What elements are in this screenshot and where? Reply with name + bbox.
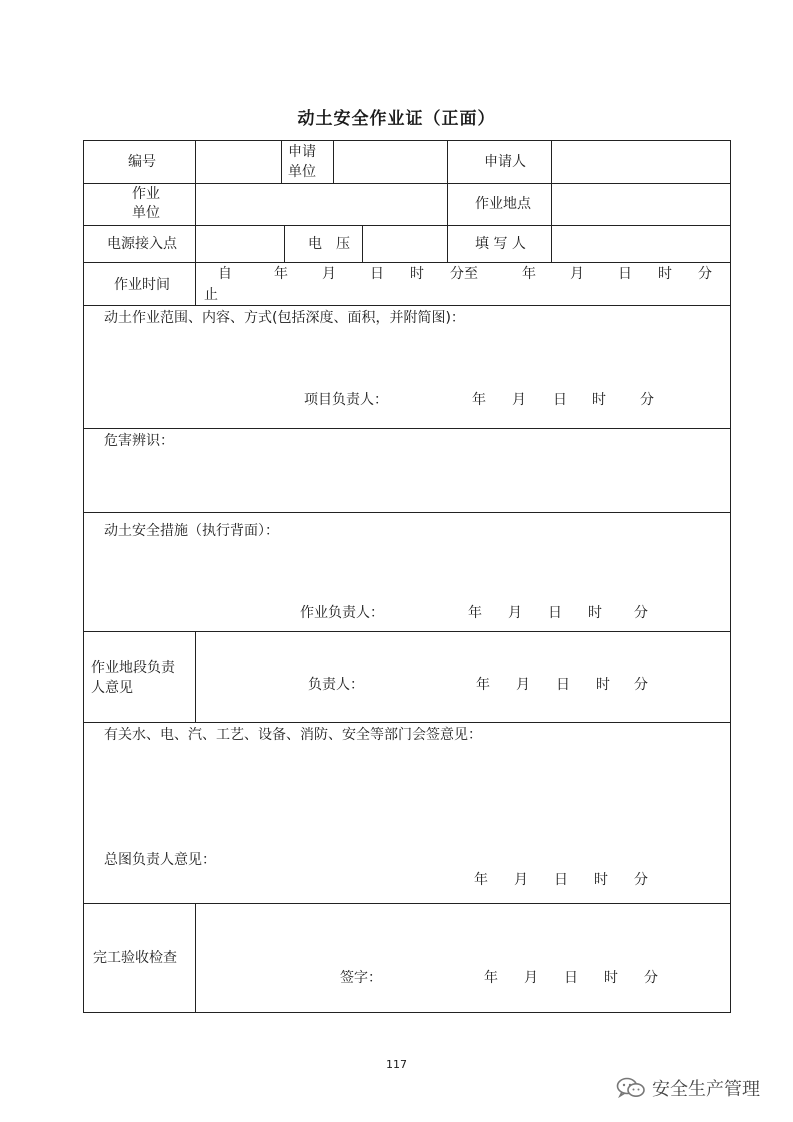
scope-field[interactable] [84, 330, 730, 390]
general-plan-label: 总图负责人意见： [104, 852, 216, 868]
section-owner-field[interactable] [196, 632, 730, 722]
measures-date-day: 日 [548, 605, 562, 621]
wechat-icon [616, 1076, 646, 1100]
power-point-label: 电源接入点 [107, 236, 177, 252]
measures-signer-label: 作业负责人： [300, 605, 384, 621]
section-owner-date-day: 日 [556, 677, 570, 693]
applicant-unit-label-line2: 单位 [288, 164, 316, 180]
measures-date-minute: 分 [634, 605, 648, 621]
voltage-field[interactable] [363, 226, 447, 262]
time-start-month: 月 [322, 266, 336, 282]
departments-date-hour: 时 [594, 872, 608, 888]
completion-date-hour: 时 [604, 970, 618, 986]
applicant-unit-label-line1: 申请 [288, 144, 316, 160]
scope-date-year: 年 [472, 392, 486, 408]
work-time-label: 作业时间 [114, 277, 170, 293]
completion-date-minute: 分 [644, 970, 658, 986]
scope-date-month: 月 [512, 392, 526, 408]
work-unit-field[interactable] [196, 184, 447, 225]
time-start-day: 日 [370, 266, 384, 282]
time-end-month: 月 [570, 266, 584, 282]
page-number: 117 [386, 1058, 407, 1071]
measures-date-year: 年 [468, 605, 482, 621]
measures-field[interactable] [84, 544, 730, 602]
work-location-field[interactable] [552, 184, 730, 225]
time-start-hour: 时 [410, 266, 424, 282]
time-end-marker: 止 [204, 287, 218, 303]
applicant-unit-field[interactable] [334, 141, 447, 183]
scope-date-hour: 时 [592, 392, 606, 408]
time-end-minute: 分 [698, 266, 712, 282]
measures-date-hour: 时 [588, 605, 602, 621]
departments-date-month: 月 [514, 872, 528, 888]
section-owner-date-year: 年 [476, 677, 490, 693]
completion-label: 完工验收检查 [93, 950, 177, 966]
time-end-hour: 时 [658, 266, 672, 282]
work-location-label: 作业地点 [475, 196, 531, 212]
time-end-year: 年 [522, 266, 536, 282]
time-start-year: 年 [274, 266, 288, 282]
filler-field[interactable] [552, 226, 730, 262]
measures-label: 动土安全措施（执行背面）： [104, 523, 279, 539]
time-from: 自 [218, 266, 232, 282]
work-unit-label-line2: 单位 [132, 205, 160, 221]
watermark-text: 安全生产管理 [652, 1079, 760, 1100]
departments-field[interactable] [84, 748, 730, 848]
departments-date-day: 日 [554, 872, 568, 888]
hazard-field[interactable] [84, 452, 730, 510]
voltage-label: 电 压 [308, 236, 350, 252]
completion-date-year: 年 [484, 970, 498, 986]
departments-label: 有关水、电、汽、工艺、设备、消防、安全等部门会签意见： [104, 727, 482, 743]
section-owner-label-line1: 作业地段负责 [91, 660, 175, 676]
hazard-label: 危害辨识： [104, 433, 174, 449]
applicant-label: 申请人 [484, 154, 526, 170]
number-field[interactable] [196, 141, 281, 183]
time-start-minute-to: 分至 [450, 266, 478, 282]
completion-date-day: 日 [564, 970, 578, 986]
power-point-field[interactable] [196, 226, 284, 262]
scope-signer-label: 项目负责人： [304, 392, 388, 408]
completion-field[interactable] [196, 904, 730, 1012]
departments-date-minute: 分 [634, 872, 648, 888]
departments-date-year: 年 [474, 872, 488, 888]
completion-date-month: 月 [524, 970, 538, 986]
form-title: 动土安全作业证（正面） [297, 109, 496, 129]
section-owner-date-minute: 分 [634, 677, 648, 693]
measures-date-month: 月 [508, 605, 522, 621]
section-owner-signer-label: 负责人： [308, 677, 364, 693]
work-unit-label-line1: 作业 [132, 186, 160, 202]
section-owner-date-month: 月 [516, 677, 530, 693]
filler-label: 填 写 人 [475, 236, 526, 252]
applicant-field[interactable] [552, 141, 730, 183]
scope-date-minute: 分 [640, 392, 654, 408]
scope-label: 动土作业范围、内容、方式(包括深度、面积，并附简图)： [104, 310, 465, 326]
number-label: 编号 [128, 154, 156, 170]
completion-signer-label: 签字： [340, 970, 382, 986]
section-owner-date-hour: 时 [596, 677, 610, 693]
scope-date-day: 日 [553, 392, 567, 408]
time-end-day: 日 [618, 266, 632, 282]
watermark [616, 1074, 760, 1102]
section-owner-label-line2: 人意见 [91, 680, 133, 696]
